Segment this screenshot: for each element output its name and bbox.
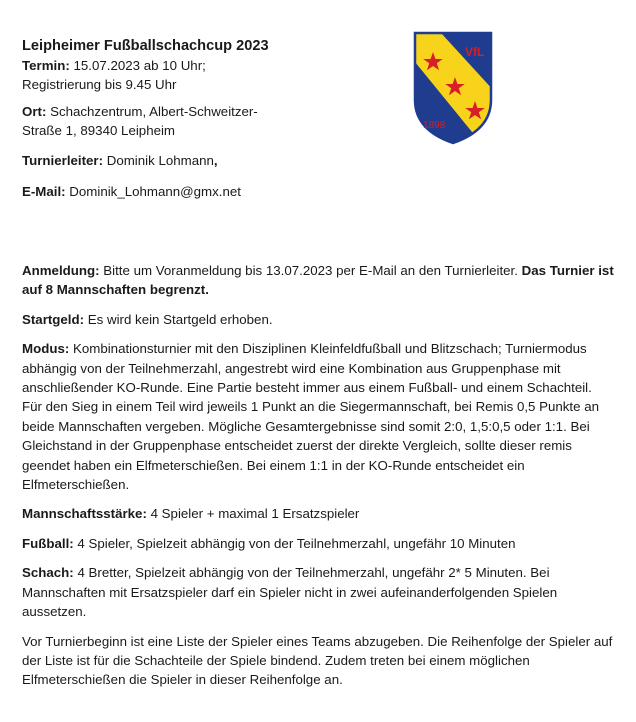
modus-paragraph [22, 339, 614, 494]
leiter-line [22, 151, 402, 170]
schach-paragraph [22, 563, 614, 621]
schluss-paragraph: Vor Turnierbeginn ist eine Liste der Spieler eines Teams abzugeben. Die Reihenfolge der Spieler auf der Liste ist für die Schachteile der Spiele bindend. Zudem treten bei einem möglichen Elfmeterschießen die Spieler in dieser Reihenfolge an. [22, 633, 613, 688]
header-block [22, 36, 402, 201]
modus-label: Modus: [22, 341, 70, 357]
startgeld-paragraph [22, 310, 614, 329]
fussball-label: Fußball: [22, 535, 74, 551]
termin-value: 15.07.2023 ab 10 Uhr; [73, 58, 206, 73]
anmeldung-text: Bitte um Voranmeldung bis 13.07.2023 per E-Mail an den Turnierleiter. [103, 263, 518, 278]
startgeld-label: Startgeld: [22, 311, 85, 327]
ort-value-line1: Schachzentrum, Albert-Schweitzer- [50, 103, 258, 119]
mannschaft-paragraph [22, 504, 614, 523]
termin-label: Termin: [22, 58, 70, 73]
document-body [22, 261, 614, 700]
ort-label: Ort: [22, 103, 47, 119]
leiter-value: Dominik Lohmann [106, 152, 214, 168]
anmeldung-label: Anmeldung: [22, 263, 100, 278]
modus-text: Kombinationsturnier mit den Disziplinen Kleinfeldfußball und Blitzschach; Turniermodus abhängig von der Teilnehmerzahl, angestrebt wird eine Kombination aus Gruppenphase mit anschließender KO-Runde. Eine Partie besteht immer aus einem Fußball- und einem Schachteil. Für den Sieg in einem Teil wird jeweils 1 Punkt an die Siegermannschaft, bei Remis 0,5 Punkte an beide Mannschaften vergeben. Mögliche Gesamtergebnisse sind somit 2:0, 1,5:0,5 oder 1:1. Bei Gleichstand in der Gruppenphase entscheidet zuerst der direkte Vergleich, sollte dieser remis geendet haben ein Elfmeterschießen. Bei einem 1:1 in der KO-Runde entscheidet ein Elfmeterschießen. [22, 341, 599, 493]
email-line [22, 182, 402, 201]
termin-line [22, 56, 402, 75]
ort-line2: Straße 1, 89340 Leipheim [22, 123, 176, 139]
schach-text: 4 Bretter, Spielzeit abhängig von der Teilnehmerzahl, ungefähr 2* 5 Minuten. Bei Mannschaften mit Ersatzspieler darf ein Spieler nicht in zwei aufeinanderfolgenden Spielen aussetzen. [22, 565, 558, 620]
leiter-comma: , [213, 152, 218, 168]
ort-line [22, 102, 402, 121]
logo-vfl-text: VfL [465, 45, 485, 59]
fussball-text: 4 Spieler, Spielzeit abhängig von der Teilnehmerzahl, ungefähr 10 Minuten [77, 535, 516, 551]
anmeldung-paragraph [22, 261, 614, 300]
mannschaft-text: 4 Spieler + maximal 1 Ersatzspieler [150, 506, 360, 522]
mannschaft-label: Mannschaftsstärke: [22, 506, 147, 522]
email-label: E-Mail: [22, 184, 66, 200]
leiter-label: Turnierleiter: [22, 152, 104, 168]
schach-label: Schach: [22, 565, 74, 581]
vfl-club-logo [411, 30, 495, 145]
startgeld-text: Es wird kein Startgeld erhoben. [87, 311, 273, 327]
logo-year-text: 1898 [423, 120, 446, 131]
anmeldung-bold-text: Das Turnier ist auf 8 Mannschaften begrenzt. [22, 263, 614, 298]
email-value[interactable]: Dominik_Lohmann@gmx.net [69, 184, 241, 200]
document-title: Leipheimer Fußballschachcup 2023 [22, 38, 269, 54]
fussball-paragraph [22, 534, 614, 553]
registration-line: Registrierung bis 9.45 Uhr [22, 77, 177, 93]
